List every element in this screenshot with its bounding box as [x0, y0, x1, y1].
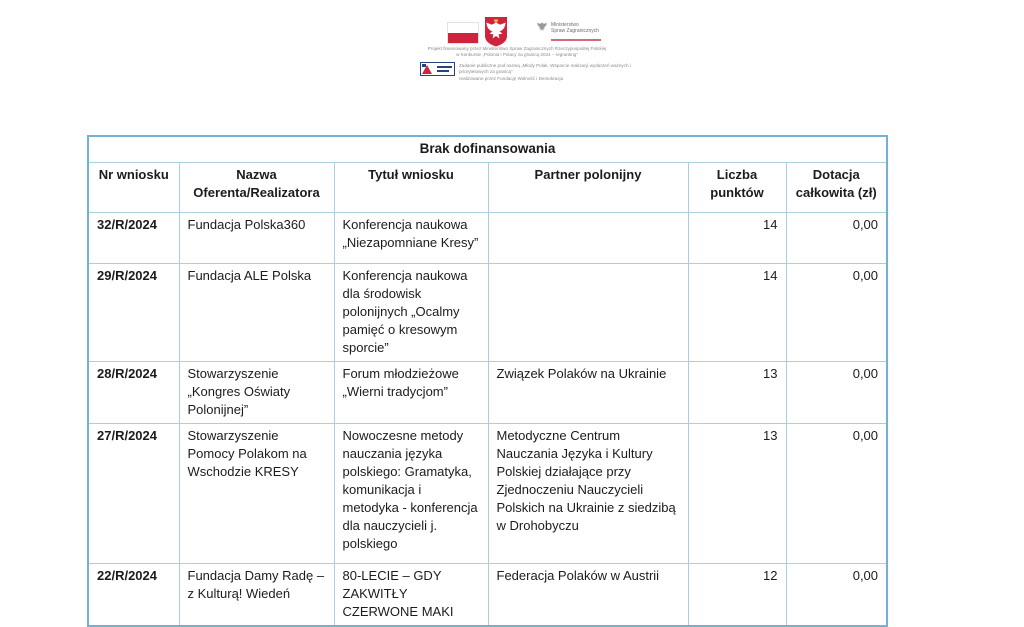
funding-note-line1: Projekt finansowany przez Ministerstwo Spraw Zagranicznych Rzeczypospolitej Polskiej [427, 46, 607, 51]
cell-partner-polonijny: Federacja Polaków w Austrii [488, 564, 688, 627]
col-header-partner-polonijny: Partner polonijny [488, 163, 688, 213]
cell-liczba-punktow: 13 [688, 362, 786, 424]
col-header-liczba-punktow: Liczba punktów [688, 163, 786, 213]
table-row [88, 264, 887, 362]
cell-tytul-wniosku: Konferencja naukowa dla środowisk polonijnych „Ocalmy pamięć o kresowym sporcie” [334, 264, 488, 362]
foundation-logo-icon [420, 62, 455, 76]
cell-nazwa-oferenta: Stowarzyszenie Pomocy Polakom na Wschodzie KRESY [179, 424, 334, 564]
col-header-nr-wniosku: Nr wniosku [88, 163, 179, 213]
task-note-line1: Zadanie publiczne pod nazwą „Młody Polak. Wsparcie realizacji wydarzeń ważnych i priorytetowych za granicą” [459, 63, 631, 75]
cell-liczba-punktow: 13 [688, 424, 786, 564]
task-note-line2: realizowane przez Fundację Wolność i Demokracja [459, 75, 564, 81]
col-header-dotacja-calkowita: Dotacja całkowita (zł) [786, 163, 887, 213]
cell-dotacja: 0,00 [786, 264, 887, 362]
foundation-logo-mark [422, 64, 435, 74]
task-note [459, 63, 634, 82]
ministry-logo-line1: Ministerstwo [551, 22, 579, 28]
cell-tytul-wniosku: Nowoczesne metody nauczania języka polskiego: Gramatyka, komunikacja i metodyka - konferencja dla nauczycieli j. polskiego [334, 424, 488, 564]
foundation-logo-textline [437, 66, 452, 68]
cell-dotacja: 0,00 [786, 424, 887, 564]
table-row [88, 213, 887, 264]
cell-nr-wniosku: 28/R/2024 [88, 362, 179, 424]
cell-tytul-wniosku: 80-LECIE – GDY ZAKWITŁY CZERWONE MAKI [334, 564, 488, 627]
cell-nr-wniosku: 29/R/2024 [88, 264, 179, 362]
cell-dotacja: 0,00 [786, 564, 887, 627]
cell-partner-polonijny [488, 213, 688, 264]
cell-liczba-punktow: 14 [688, 264, 786, 362]
cell-dotacja: 0,00 [786, 213, 887, 264]
cell-nazwa-oferenta: Fundacja Polska360 [179, 213, 334, 264]
poland-coat-of-arms-icon [484, 17, 508, 47]
table-row [88, 362, 887, 424]
funding-note-line2: w Konkursie „Polonia i Polacy za granicą 2024 – regranting” [456, 52, 578, 58]
cell-nr-wniosku: 32/R/2024 [88, 213, 179, 264]
col-header-tytul-wniosku: Tytuł wniosku [334, 163, 488, 213]
cell-nazwa-oferenta: Fundacja ALE Polska [179, 264, 334, 362]
document-header [0, 0, 1024, 100]
table-row [88, 564, 887, 627]
cell-partner-polonijny [488, 264, 688, 362]
cell-dotacja: 0,00 [786, 362, 887, 424]
ministry-logo-red-bar [551, 39, 601, 41]
poland-flag-icon [447, 22, 479, 44]
table-header-row [88, 163, 887, 213]
cell-partner-polonijny: Związek Polaków na Ukrainie [488, 362, 688, 424]
table-row [88, 424, 887, 564]
ministry-logo-text [551, 20, 599, 34]
cell-tytul-wniosku: Konferencja naukowa „Niezapomniane Kresy” [334, 213, 488, 264]
ministry-logo-line2: Spraw Zagranicznych [551, 28, 600, 34]
results-table [87, 135, 888, 627]
cell-liczba-punktow: 12 [688, 564, 786, 627]
flag-red-stripe [448, 33, 478, 43]
cell-nr-wniosku: 22/R/2024 [88, 564, 179, 627]
cell-nazwa-oferenta: Fundacja Damy Radę – z Kulturą! Wiedeń [179, 564, 334, 627]
foundation-logo-textline [437, 70, 449, 72]
cell-partner-polonijny: Metodyczne Centrum Nauczania Języka i Kultury Polskiej działające przy Zjednoczeniu Nauczycieli Polskich na Ukrainie z siedzibą w Drohobyczu [488, 424, 688, 564]
col-header-nazwa-oferenta: Nazwa Oferenta/Realizatora [179, 163, 334, 213]
table-body [88, 213, 887, 627]
cell-nazwa-oferenta: Stowarzyszenie „Kongres Oświaty Polonijnej” [179, 362, 334, 424]
ministry-eagle-icon [536, 20, 548, 35]
cell-tytul-wniosku: Forum młodzieżowe „Wierni tradycjom” [334, 362, 488, 424]
funding-note [392, 46, 642, 59]
table-title: Brak dofinansowania [88, 136, 887, 163]
table-title-row [88, 136, 887, 163]
cell-liczba-punktow: 14 [688, 213, 786, 264]
cell-nr-wniosku: 27/R/2024 [88, 424, 179, 564]
